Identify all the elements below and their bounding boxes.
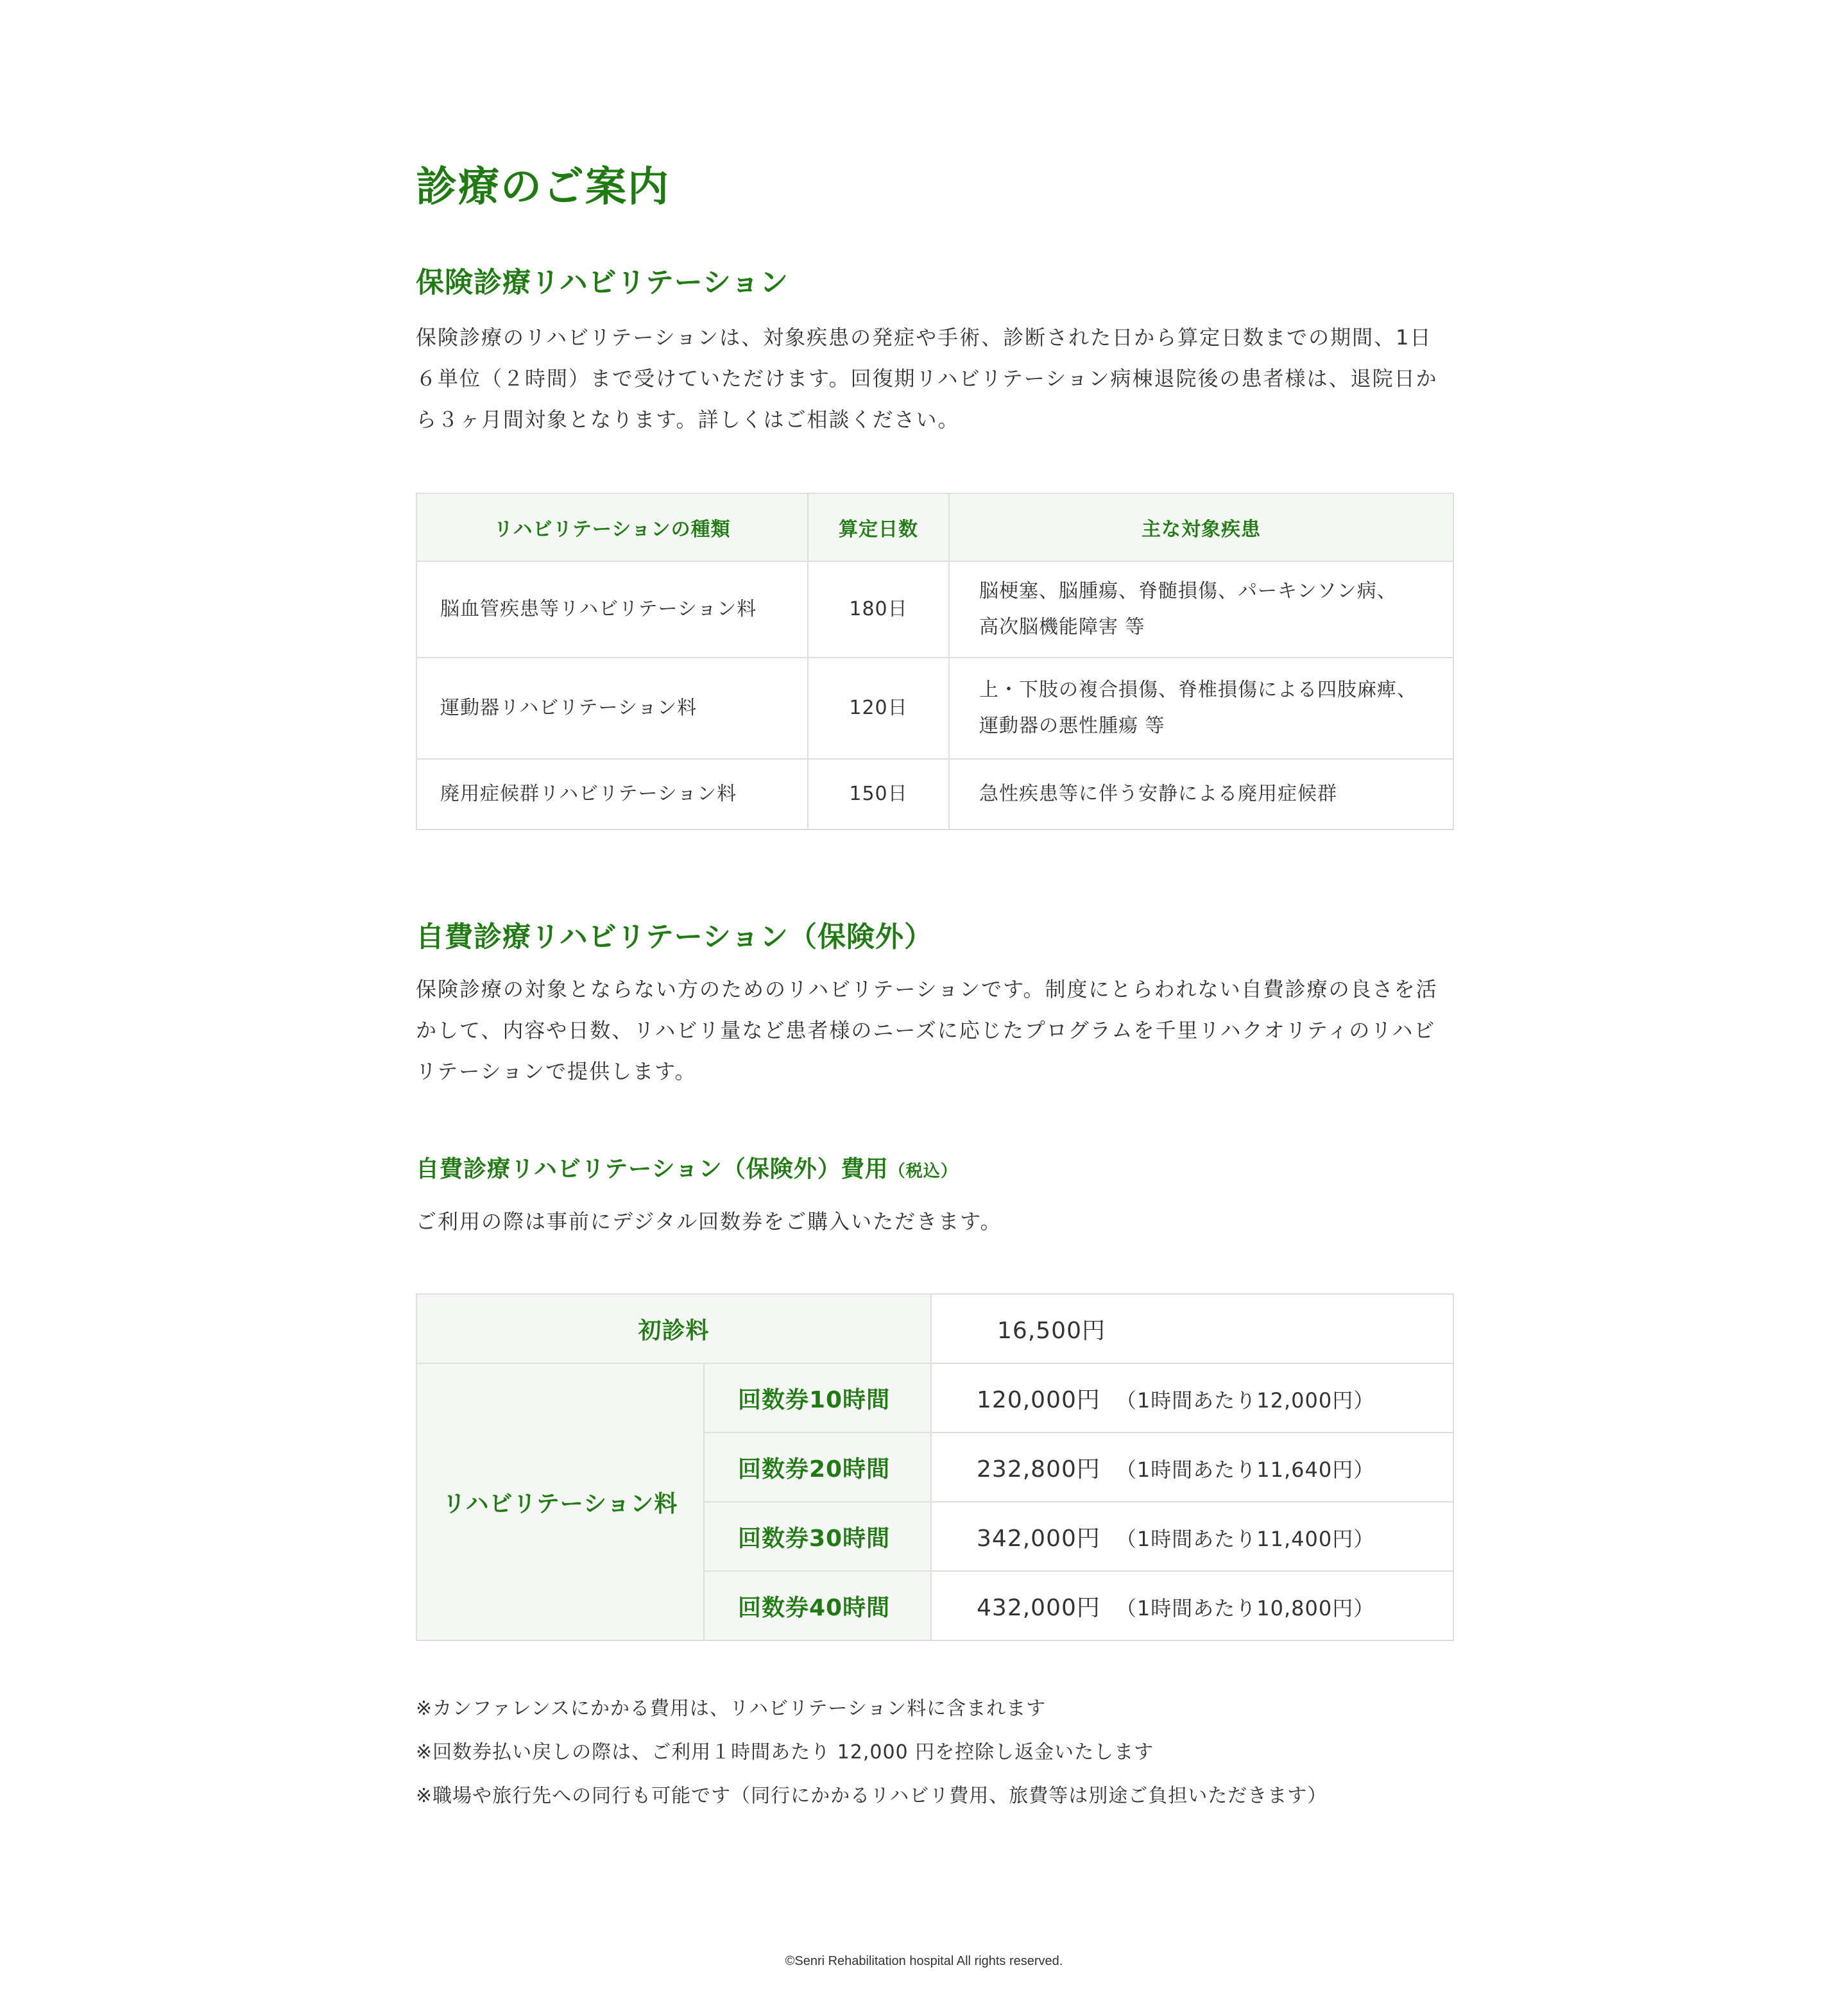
note-item: ※カンファレンスにかかる費用は、リハビリテーション料に含まれます (416, 1697, 1047, 1720)
row-days: 120日 (808, 658, 949, 759)
self-pay-description: 保険診療の対象とならない方のためのリハビリテーションです。制度にとらわれない自費診療の良さを活かして、内容や日数、リハビリ量など患者様のニーズに応じたプログラムを千里リハクオリティのリハビリテーションで提供します。 (416, 977, 1438, 1084)
insurance-description: 保険診療のリハビリテーションは、対象疾患の発症や手術、診断された日から算定日数までの期間、1日６単位（２時間）まで受けていただけます。回復期リハビリテーション病棟退院後の患者様は、退院日から３ヶ月間対象となります。詳しくはご相談ください。 (416, 325, 1438, 432)
ticket-price-note: （1時間あたり12,000円） (1115, 1388, 1375, 1413)
row-type: 運動器リハビリテーション料 (416, 658, 808, 759)
ticket-price-note: （1時間あたり10,800円） (1115, 1595, 1375, 1620)
row-type: 脳血管疾患等リハビリテーション料 (416, 561, 808, 658)
rehab-fee-label: リハビリテーション料 (416, 1363, 704, 1640)
fee-heading-text: 自費診療リハビリテーション（保険外）費用 (416, 1156, 889, 1182)
row-days: 180日 (808, 561, 949, 658)
row-days: 150日 (808, 759, 949, 829)
disease-line: 高次脳機能障害 等 (979, 616, 1145, 638)
fee-intro: ご利用の際は事前にデジタル回数券をご購入いただきます。 (416, 1209, 1002, 1234)
ticket-label: 回数券20時間 (704, 1433, 931, 1502)
ticket-price-note: （1時間あたり11,400円） (1115, 1526, 1375, 1551)
header-days: 算定日数 (808, 493, 949, 561)
row-type: 廃用症候群リハビリテーション料 (416, 759, 808, 829)
ticket-price-value: 120,000円 (977, 1386, 1100, 1413)
table-row (416, 759, 1453, 829)
fee-heading (416, 1151, 958, 1184)
note-item: ※職場や旅行先への同行も可能です（同行にかかるリハビリ費用、旅費等は別途ご負担いただきます） (416, 1785, 1328, 1807)
fee-heading-tax-note: （税込） (888, 1162, 958, 1181)
insurance-table (416, 493, 1454, 830)
table-row (416, 561, 1453, 658)
ticket-label: 回数券40時間 (704, 1571, 931, 1640)
row-diseases (949, 759, 1453, 829)
ticket-price-value: 432,000円 (977, 1594, 1100, 1621)
ticket-price (931, 1502, 1453, 1571)
header-diseases: 主な対象疾患 (949, 493, 1453, 561)
ticket-label: 回数券10時間 (704, 1363, 931, 1433)
table-row (416, 658, 1453, 759)
insurance-heading: 保険診療リハビリテーション (416, 266, 789, 299)
ticket-label: 回数券30時間 (704, 1502, 931, 1571)
fee-notes (416, 1687, 1453, 1818)
footer-copyright: ©Senri Rehabilitation hospital All rights reserved. (785, 1954, 1063, 1968)
disease-line: 急性疾患等に伴う安静による廃用症候群 (979, 783, 1337, 805)
initial-fee-label: 初診料 (416, 1294, 931, 1363)
ticket-price-value: 232,800円 (977, 1456, 1100, 1483)
ticket-price (931, 1571, 1453, 1640)
ticket-price (931, 1433, 1453, 1502)
note-item: ※回数券払い戻しの際は、ご利用１時間あたり 12,000 円を控除し返金いたします (416, 1741, 1154, 1764)
table-row (416, 1363, 1453, 1433)
disease-line: 上・下肢の複合損傷、脊椎損傷による四肢麻痺、 (979, 679, 1417, 701)
header-type: リハビリテーションの種類 (416, 493, 808, 561)
disease-line: 脳梗塞、脳腫瘍、脊髄損傷、パーキンソン病、 (979, 580, 1397, 602)
page-title: 診療のご案内 (416, 164, 670, 211)
initial-fee-value: 16,500円 (931, 1294, 1453, 1363)
ticket-price (931, 1363, 1453, 1433)
row-diseases (949, 561, 1453, 658)
ticket-price-note: （1時間あたり11,640円） (1115, 1457, 1375, 1482)
self-pay-heading: 自費診療リハビリテーション（保険外） (416, 921, 934, 953)
table-row (416, 1294, 1453, 1363)
table-header-row (416, 493, 1453, 561)
fee-table (416, 1293, 1454, 1641)
disease-line: 運動器の悪性腫瘍 等 (979, 715, 1165, 737)
ticket-price-value: 342,000円 (977, 1525, 1100, 1552)
row-diseases (949, 658, 1453, 759)
